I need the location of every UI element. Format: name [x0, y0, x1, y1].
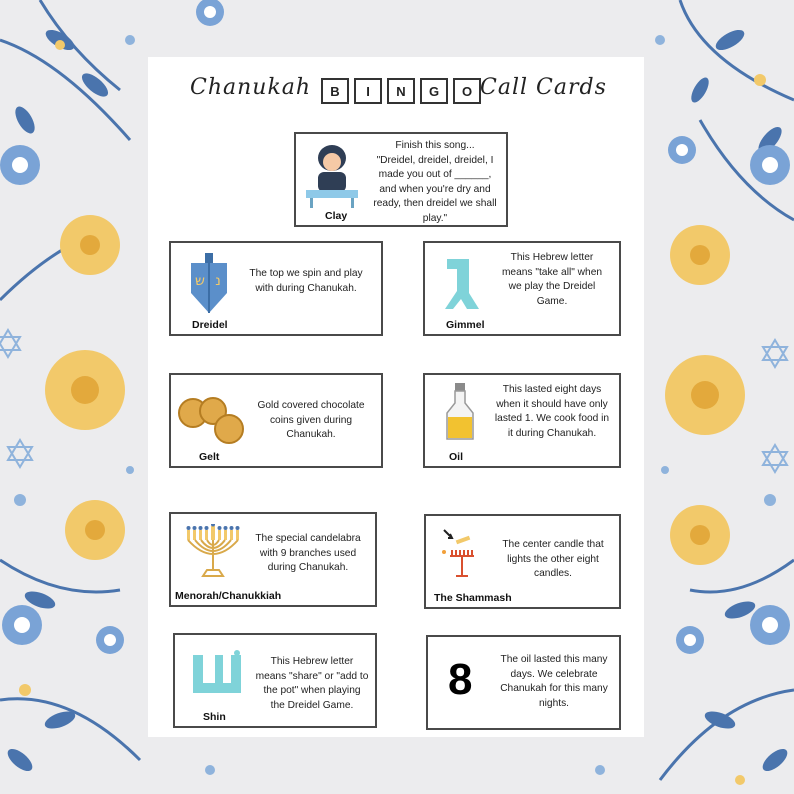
shin-letter-icon	[189, 649, 245, 703]
card-word-dreidel: Dreidel	[192, 319, 228, 331]
card-word-gimmel: Gimmel	[446, 319, 485, 331]
text-line: lasted 1. We cook food in	[494, 413, 610, 425]
card-text-clay	[364, 139, 506, 227]
text-line: The center candle that	[502, 539, 604, 550]
call-card-shammash	[424, 514, 621, 609]
text-line: with 9 branches used	[259, 547, 357, 559]
bingo-letter-i: I	[354, 78, 382, 104]
text-line: candles.	[534, 568, 572, 580]
bingo-letters	[321, 78, 486, 104]
child-playing-clay-icon	[302, 140, 362, 210]
bingo-letter-n: N	[387, 78, 415, 104]
text-line: made you out of ______,	[378, 169, 492, 181]
text-line: The top we spin and play	[249, 268, 363, 279]
card-word-menorah: Menorah/Chanukkiah	[175, 590, 282, 602]
text-line: The oil lasted this many	[500, 654, 608, 665]
text-line: This Hebrew letter	[270, 656, 354, 667]
text-line: Game.	[536, 295, 568, 307]
call-card-oil	[423, 373, 621, 468]
call-card-eight	[426, 635, 621, 730]
dreidel-icon	[187, 253, 231, 315]
text-line: Gold covered chocolate	[257, 400, 365, 411]
text-line: play."	[422, 212, 448, 224]
card-word-shammash: The Shammash	[434, 592, 512, 604]
svg-text:נ: נ	[215, 273, 221, 289]
text-line: This lasted eight days	[502, 384, 602, 395]
call-card-menorah	[169, 512, 377, 607]
bingo-letter-o: O	[453, 78, 481, 104]
text-line: ready, then dreidel we shall	[373, 198, 497, 210]
call-cards-sheet	[148, 57, 644, 737]
card-text-gelt	[243, 399, 379, 443]
card-word-clay: Clay	[325, 210, 348, 222]
text-line: it during Chanukah.	[507, 427, 597, 439]
bingo-letter-g: G	[420, 78, 448, 104]
shammash-candle-icon	[436, 528, 484, 584]
card-text-shammash	[488, 538, 618, 582]
card-text-eight	[490, 653, 618, 711]
call-card-gelt	[169, 373, 383, 468]
card-word-oil: Oil	[449, 451, 464, 463]
svg-text:ש: ש	[195, 273, 205, 289]
bingo-letter-b: B	[321, 78, 349, 104]
gimmel-letter-icon	[443, 255, 483, 313]
text-line: the Dreidel Game.	[270, 699, 354, 711]
text-line: days. We celebrate	[510, 668, 598, 680]
text-line: This Hebrew letter	[510, 252, 594, 263]
text-line: Chanukah.	[286, 429, 336, 441]
menorah-icon	[183, 524, 243, 582]
card-word-gelt: Gelt	[199, 451, 220, 463]
text-line: and when you're dry and	[379, 183, 491, 195]
oil-bottle-icon	[443, 383, 477, 443]
text-line: Finish this song...	[395, 140, 475, 151]
text-line: when it should have only	[496, 398, 608, 410]
number-eight-icon: 8	[448, 655, 473, 704]
text-line: means "take all" when	[501, 266, 603, 278]
chocolate-coins-icon	[177, 395, 247, 445]
call-card-shin	[173, 633, 377, 728]
text-line: The special candelabra	[255, 533, 361, 544]
title-call-cards: Call Cards	[480, 75, 607, 100]
card-text-dreidel	[235, 267, 377, 296]
call-card-clay	[294, 132, 508, 227]
text-line: Chanukah for this many	[500, 683, 608, 695]
text-line: "Dreidel, dreidel, dreidel, I	[376, 154, 494, 166]
text-line: the pot" when playing	[263, 685, 361, 697]
text-line: with during Chanukah.	[255, 282, 357, 294]
card-text-shin	[249, 655, 375, 713]
card-text-gimmel	[487, 251, 617, 309]
text-line: lights the other eight	[507, 553, 599, 565]
text-line: we play the Dreidel	[508, 281, 596, 293]
text-line: during Chanukah.	[267, 562, 349, 574]
title-header	[148, 73, 644, 113]
text-line: means "share" or "add to	[255, 670, 369, 682]
text-line: nights.	[538, 697, 569, 709]
call-card-gimmel	[423, 241, 621, 336]
card-text-menorah	[243, 532, 373, 576]
title-chanukah: Chanukah	[190, 75, 312, 100]
call-card-dreidel	[169, 241, 383, 336]
card-text-oil	[485, 383, 619, 441]
card-word-shin: Shin	[203, 711, 226, 723]
text-line: coins given during	[269, 414, 353, 426]
